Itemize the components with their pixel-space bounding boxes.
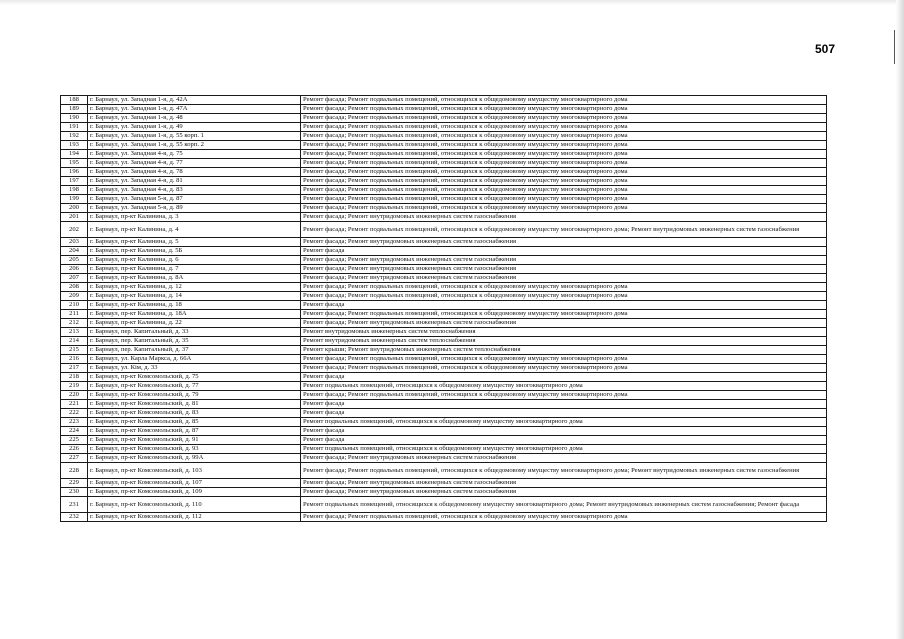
address-cell: г. Барнаул, ул. Западная 4-я, д. 81 bbox=[88, 177, 301, 186]
works-cell: Ремонт внутридомовых инженерных систем теплоснабжения bbox=[301, 328, 827, 337]
works-cell: Ремонт фасада; Ремонт внутридомовых инженерных систем газоснабжения bbox=[301, 274, 827, 283]
row-number: 220 bbox=[61, 391, 88, 400]
table-row bbox=[61, 150, 827, 159]
table-row bbox=[61, 141, 827, 150]
row-number: 202 bbox=[61, 222, 88, 238]
table-row bbox=[61, 337, 827, 346]
row-number: 189 bbox=[61, 105, 88, 114]
table-row bbox=[61, 186, 827, 195]
row-number: 208 bbox=[61, 283, 88, 292]
scan-edge-right bbox=[896, 0, 904, 639]
row-number: 205 bbox=[61, 256, 88, 265]
table-row bbox=[61, 479, 827, 488]
address-cell: г. Барнаул, пр-кт Калинина, д. 12 bbox=[88, 283, 301, 292]
table-row bbox=[61, 513, 827, 522]
address-cell: г. Барнаул, ул. Западная 4-я, д. 77 bbox=[88, 159, 301, 168]
address-cell: г. Барнаул, пр-кт Калинина, д. 18 bbox=[88, 301, 301, 310]
works-cell: Ремонт фасада; Ремонт внутридомовых инженерных систем газоснабжения bbox=[301, 238, 827, 247]
scan-mark bbox=[894, 30, 895, 64]
repair-register-table bbox=[60, 95, 827, 522]
table-row bbox=[61, 436, 827, 445]
works-cell: Ремонт фасада bbox=[301, 301, 827, 310]
works-cell: Ремонт фасада bbox=[301, 409, 827, 418]
address-cell: г. Барнаул, пр-кт Калинина, д. 3 bbox=[88, 213, 301, 222]
works-cell: Ремонт фасада; Ремонт подвальных помещений, относящихся к общедомовому имуществу многоквартирного дома bbox=[301, 177, 827, 186]
table-row bbox=[61, 105, 827, 114]
address-cell: г. Барнаул, пр-кт Комсомольский, д. 103 bbox=[88, 463, 301, 479]
address-cell: г. Барнаул, ул. Западная 1-я, д. 49 bbox=[88, 123, 301, 132]
table-row bbox=[61, 310, 827, 319]
works-cell: Ремонт фасада bbox=[301, 247, 827, 256]
row-number: 222 bbox=[61, 409, 88, 418]
table-row bbox=[61, 454, 827, 463]
table-row bbox=[61, 123, 827, 132]
works-cell: Ремонт фасада; Ремонт внутридомовых инженерных систем газоснабжения bbox=[301, 488, 827, 497]
works-cell: Ремонт фасада; Ремонт подвальных помещений, относящихся к общедомовому имуществу многоквартирного дома bbox=[301, 123, 827, 132]
works-cell: Ремонт фасада; Ремонт внутридомовых инженерных систем газоснабжения bbox=[301, 454, 827, 463]
row-number: 214 bbox=[61, 337, 88, 346]
row-number: 190 bbox=[61, 114, 88, 123]
row-number: 227 bbox=[61, 454, 88, 463]
table-row bbox=[61, 364, 827, 373]
works-cell: Ремонт фасада; Ремонт подвальных помещений, относящихся к общедомовому имуществу многоквартирного дома bbox=[301, 283, 827, 292]
address-cell: г. Барнаул, ул. Западная 4-я, д. 83 bbox=[88, 186, 301, 195]
row-number: 201 bbox=[61, 213, 88, 222]
address-cell: г. Барнаул, пр-кт Комсомольский, д. 107 bbox=[88, 479, 301, 488]
table-row bbox=[61, 256, 827, 265]
works-cell: Ремонт фасада; Ремонт подвальных помещений, относящихся к общедомовому имуществу многоквартирного дома bbox=[301, 364, 827, 373]
table-row bbox=[61, 238, 827, 247]
address-cell: г. Барнаул, пр-кт Комсомольский, д. 112 bbox=[88, 513, 301, 522]
row-number: 193 bbox=[61, 141, 88, 150]
works-cell: Ремонт фасада; Ремонт подвальных помещений, относящихся к общедомовому имуществу многоквартирного дома bbox=[301, 292, 827, 301]
address-cell: г. Барнаул, ул. Западная 1-я, д. 48 bbox=[88, 114, 301, 123]
table-row bbox=[61, 283, 827, 292]
works-cell: Ремонт фасада; Ремонт подвальных помещений, относящихся к общедомовому имуществу многоквартирного дома bbox=[301, 159, 827, 168]
works-cell: Ремонт подвальных помещений, относящихся к общедомовому имуществу многоквартирного дома bbox=[301, 445, 827, 454]
works-cell: Ремонт фасада; Ремонт подвальных помещений, относящихся к общедомовому имуществу многоквартирного дома bbox=[301, 310, 827, 319]
row-number: 225 bbox=[61, 436, 88, 445]
works-cell: Ремонт фасада; Ремонт внутридомовых инженерных систем газоснабжения bbox=[301, 213, 827, 222]
table-row bbox=[61, 373, 827, 382]
row-number: 221 bbox=[61, 400, 88, 409]
scan-edge-top bbox=[0, 0, 904, 5]
table-row bbox=[61, 292, 827, 301]
register-body bbox=[61, 96, 827, 522]
address-cell: г. Барнаул, ул. Западная 4-я, д. 75 bbox=[88, 150, 301, 159]
row-number: 230 bbox=[61, 488, 88, 497]
address-cell: г. Барнаул, ул. Карла Маркса, д. 66А bbox=[88, 355, 301, 364]
works-cell: Ремонт фасада bbox=[301, 373, 827, 382]
address-cell: г. Барнаул, пр-кт Комсомольский, д. 85 bbox=[88, 418, 301, 427]
row-number: 224 bbox=[61, 427, 88, 436]
row-number: 229 bbox=[61, 479, 88, 488]
row-number: 228 bbox=[61, 463, 88, 479]
table-row bbox=[61, 346, 827, 355]
address-cell: г. Барнаул, пер. Капитальный, д. 35 bbox=[88, 337, 301, 346]
address-cell: г. Барнаул, пр-кт Комсомольский, д. 79 bbox=[88, 391, 301, 400]
row-number: 192 bbox=[61, 132, 88, 141]
address-cell: г. Барнаул, пер. Капитальный, д. 37 bbox=[88, 346, 301, 355]
address-cell: г. Барнаул, пр-кт Комсомольский, д. 93 bbox=[88, 445, 301, 454]
works-cell: Ремонт фасада; Ремонт подвальных помещений, относящихся к общедомовому имуществу многоквартирного дома bbox=[301, 195, 827, 204]
address-cell: г. Барнаул, пр-кт Комсомольский, д. 91 bbox=[88, 436, 301, 445]
works-cell: Ремонт фасада; Ремонт внутридомовых инженерных систем газоснабжения bbox=[301, 256, 827, 265]
works-cell: Ремонт подвальных помещений, относящихся к общедомовому имуществу многоквартирного дома bbox=[301, 382, 827, 391]
row-number: 204 bbox=[61, 247, 88, 256]
table-row bbox=[61, 400, 827, 409]
table-row bbox=[61, 132, 827, 141]
page-number: 507 bbox=[815, 42, 836, 56]
table-row bbox=[61, 463, 827, 479]
table-row bbox=[61, 488, 827, 497]
address-cell: г. Барнаул, пр-кт Калинина, д. 22 bbox=[88, 319, 301, 328]
address-cell: г. Барнаул, пр-кт Калинина, д. 6 bbox=[88, 256, 301, 265]
table-row bbox=[61, 159, 827, 168]
works-cell: Ремонт фасада; Ремонт внутридомовых инженерных систем газоснабжения bbox=[301, 479, 827, 488]
row-number: 188 bbox=[61, 96, 88, 105]
works-cell: Ремонт фасада bbox=[301, 427, 827, 436]
address-cell: г. Барнаул, ул. Западная 1-я, д. 42А bbox=[88, 96, 301, 105]
address-cell: г. Барнаул, пр-кт Комсомольский, д. 109 bbox=[88, 488, 301, 497]
table-row bbox=[61, 96, 827, 105]
works-cell: Ремонт фасада; Ремонт внутридомовых инженерных систем газоснабжения bbox=[301, 319, 827, 328]
row-number: 207 bbox=[61, 274, 88, 283]
table-row bbox=[61, 445, 827, 454]
address-cell: г. Барнаул, пр-кт Комсомольский, д. 110 bbox=[88, 497, 301, 513]
table-row bbox=[61, 265, 827, 274]
row-number: 198 bbox=[61, 186, 88, 195]
table-row bbox=[61, 355, 827, 364]
row-number: 219 bbox=[61, 382, 88, 391]
row-number: 191 bbox=[61, 123, 88, 132]
works-cell: Ремонт фасада; Ремонт подвальных помещений, относящихся к общедомовому имуществу многоквартирного дома bbox=[301, 204, 827, 213]
table-row bbox=[61, 213, 827, 222]
address-cell: г. Барнаул, пр-кт Комсомольский, д. 75 bbox=[88, 373, 301, 382]
table-row bbox=[61, 195, 827, 204]
address-cell: г. Барнаул, ул. Западная 1-я, д. 55 корп. 1 bbox=[88, 132, 301, 141]
table-row bbox=[61, 409, 827, 418]
row-number: 199 bbox=[61, 195, 88, 204]
works-cell: Ремонт фасада; Ремонт подвальных помещений, относящихся к общедомовому имуществу многоквартирного дома; Ремонт внутридомовых инженерных систем газоснабжения bbox=[301, 222, 827, 238]
row-number: 196 bbox=[61, 168, 88, 177]
row-number: 218 bbox=[61, 373, 88, 382]
table-row bbox=[61, 114, 827, 123]
table-row bbox=[61, 418, 827, 427]
table-row bbox=[61, 222, 827, 238]
address-cell: г. Барнаул, пр-кт Калинина, д. 5 bbox=[88, 238, 301, 247]
address-cell: г. Барнаул, пр-кт Калинина, д. 14 bbox=[88, 292, 301, 301]
address-cell: г. Барнаул, пр-кт Комсомольский, д. 99А bbox=[88, 454, 301, 463]
row-number: 226 bbox=[61, 445, 88, 454]
works-cell: Ремонт фасада; Ремонт подвальных помещений, относящихся к общедомовому имуществу многоквартирного дома bbox=[301, 186, 827, 195]
address-cell: г. Барнаул, пер. Капитальный, д. 33 bbox=[88, 328, 301, 337]
table-row bbox=[61, 301, 827, 310]
table-row bbox=[61, 391, 827, 400]
works-cell: Ремонт фасада; Ремонт подвальных помещений, относящихся к общедомовому имуществу многоквартирного дома bbox=[301, 141, 827, 150]
table-row bbox=[61, 497, 827, 513]
address-cell: г. Барнаул, пр-кт Комсомольский, д. 81 bbox=[88, 400, 301, 409]
row-number: 194 bbox=[61, 150, 88, 159]
table-row bbox=[61, 328, 827, 337]
works-cell: Ремонт фасада; Ремонт подвальных помещений, относящихся к общедомовому имуществу многоквартирного дома bbox=[301, 132, 827, 141]
table-row bbox=[61, 274, 827, 283]
row-number: 212 bbox=[61, 319, 88, 328]
works-cell: Ремонт фасада; Ремонт подвальных помещений, относящихся к общедомовому имуществу многоквартирного дома bbox=[301, 105, 827, 114]
row-number: 223 bbox=[61, 418, 88, 427]
address-cell: г. Барнаул, пр-кт Калинина, д. 18А bbox=[88, 310, 301, 319]
works-cell: Ремонт фасада; Ремонт подвальных помещений, относящихся к общедомовому имуществу многоквартирного дома bbox=[301, 168, 827, 177]
address-cell: г. Барнаул, пр-кт Калинина, д. 8А bbox=[88, 274, 301, 283]
works-cell: Ремонт фасада; Ремонт подвальных помещений, относящихся к общедомовому имуществу многоквартирного дома bbox=[301, 150, 827, 159]
row-number: 231 bbox=[61, 497, 88, 513]
works-cell: Ремонт фасада; Ремонт подвальных помещений, относящихся к общедомовому имуществу многоквартирного дома; Ремонт внутридомовых инженерных систем газоснабжения bbox=[301, 463, 827, 479]
address-cell: г. Барнаул, пр-кт Калинина, д. 5Б bbox=[88, 247, 301, 256]
works-cell: Ремонт фасада; Ремонт подвальных помещений, относящихся к общедомовому имуществу многоквартирного дома bbox=[301, 96, 827, 105]
address-cell: г. Барнаул, ул. Западная 5-я, д. 89 bbox=[88, 204, 301, 213]
works-cell: Ремонт фасада; Ремонт подвальных помещений, относящихся к общедомовому имуществу многоквартирного дома bbox=[301, 391, 827, 400]
table-row bbox=[61, 319, 827, 328]
address-cell: г. Барнаул, ул. Западная 4-я, д. 78 bbox=[88, 168, 301, 177]
table-row bbox=[61, 204, 827, 213]
table-row bbox=[61, 168, 827, 177]
row-number: 215 bbox=[61, 346, 88, 355]
address-cell: г. Барнаул, пр-кт Комсомольский, д. 87 bbox=[88, 427, 301, 436]
table-row bbox=[61, 177, 827, 186]
row-number: 203 bbox=[61, 238, 88, 247]
row-number: 197 bbox=[61, 177, 88, 186]
row-number: 211 bbox=[61, 310, 88, 319]
row-number: 216 bbox=[61, 355, 88, 364]
table-row bbox=[61, 382, 827, 391]
row-number: 200 bbox=[61, 204, 88, 213]
address-cell: г. Барнаул, ул. Западная 5-я, д. 87 bbox=[88, 195, 301, 204]
table-row bbox=[61, 247, 827, 256]
row-number: 213 bbox=[61, 328, 88, 337]
address-cell: г. Барнаул, ул. Западная 1-я, д. 55 корп. 2 bbox=[88, 141, 301, 150]
works-cell: Ремонт крыши; Ремонт внутридомовых инженерных систем теплоснабжения bbox=[301, 346, 827, 355]
works-cell: Ремонт фасада; Ремонт подвальных помещений, относящихся к общедомовому имуществу многоквартирного дома bbox=[301, 513, 827, 522]
address-cell: г. Барнаул, ул. Кім, д. 33 bbox=[88, 364, 301, 373]
works-cell: Ремонт фасада bbox=[301, 400, 827, 409]
address-cell: г. Барнаул, пр-кт Калинина, д. 4 bbox=[88, 222, 301, 238]
works-cell: Ремонт фасада; Ремонт внутридомовых инженерных систем газоснабжения bbox=[301, 265, 827, 274]
address-cell: г. Барнаул, пр-кт Калинина, д. 7 bbox=[88, 265, 301, 274]
works-cell: Ремонт внутридомовых инженерных систем теплоснабжения bbox=[301, 337, 827, 346]
works-cell: Ремонт фасада; Ремонт подвальных помещений, относящихся к общедомовому имуществу многоквартирного дома bbox=[301, 114, 827, 123]
table-row bbox=[61, 427, 827, 436]
works-cell: Ремонт подвальных помещений, относящихся к общедомовому имуществу многоквартирного дома; Ремонт внутридомовых инженерных систем газоснабжения; Ремонт фасада bbox=[301, 497, 827, 513]
row-number: 217 bbox=[61, 364, 88, 373]
address-cell: г. Барнаул, пр-кт Комсомольский, д. 83 bbox=[88, 409, 301, 418]
row-number: 232 bbox=[61, 513, 88, 522]
works-cell: Ремонт фасада; Ремонт подвальных помещений, относящихся к общедомовому имуществу многоквартирного дома bbox=[301, 355, 827, 364]
address-cell: г. Барнаул, ул. Западная 1-я, д. 47А bbox=[88, 105, 301, 114]
works-cell: Ремонт фасада bbox=[301, 436, 827, 445]
row-number: 206 bbox=[61, 265, 88, 274]
address-cell: г. Барнаул, пр-кт Комсомольский, д. 77 bbox=[88, 382, 301, 391]
row-number: 209 bbox=[61, 292, 88, 301]
row-number: 195 bbox=[61, 159, 88, 168]
works-cell: Ремонт подвальных помещений, относящихся к общедомовому имуществу многоквартирного дома bbox=[301, 418, 827, 427]
row-number: 210 bbox=[61, 301, 88, 310]
